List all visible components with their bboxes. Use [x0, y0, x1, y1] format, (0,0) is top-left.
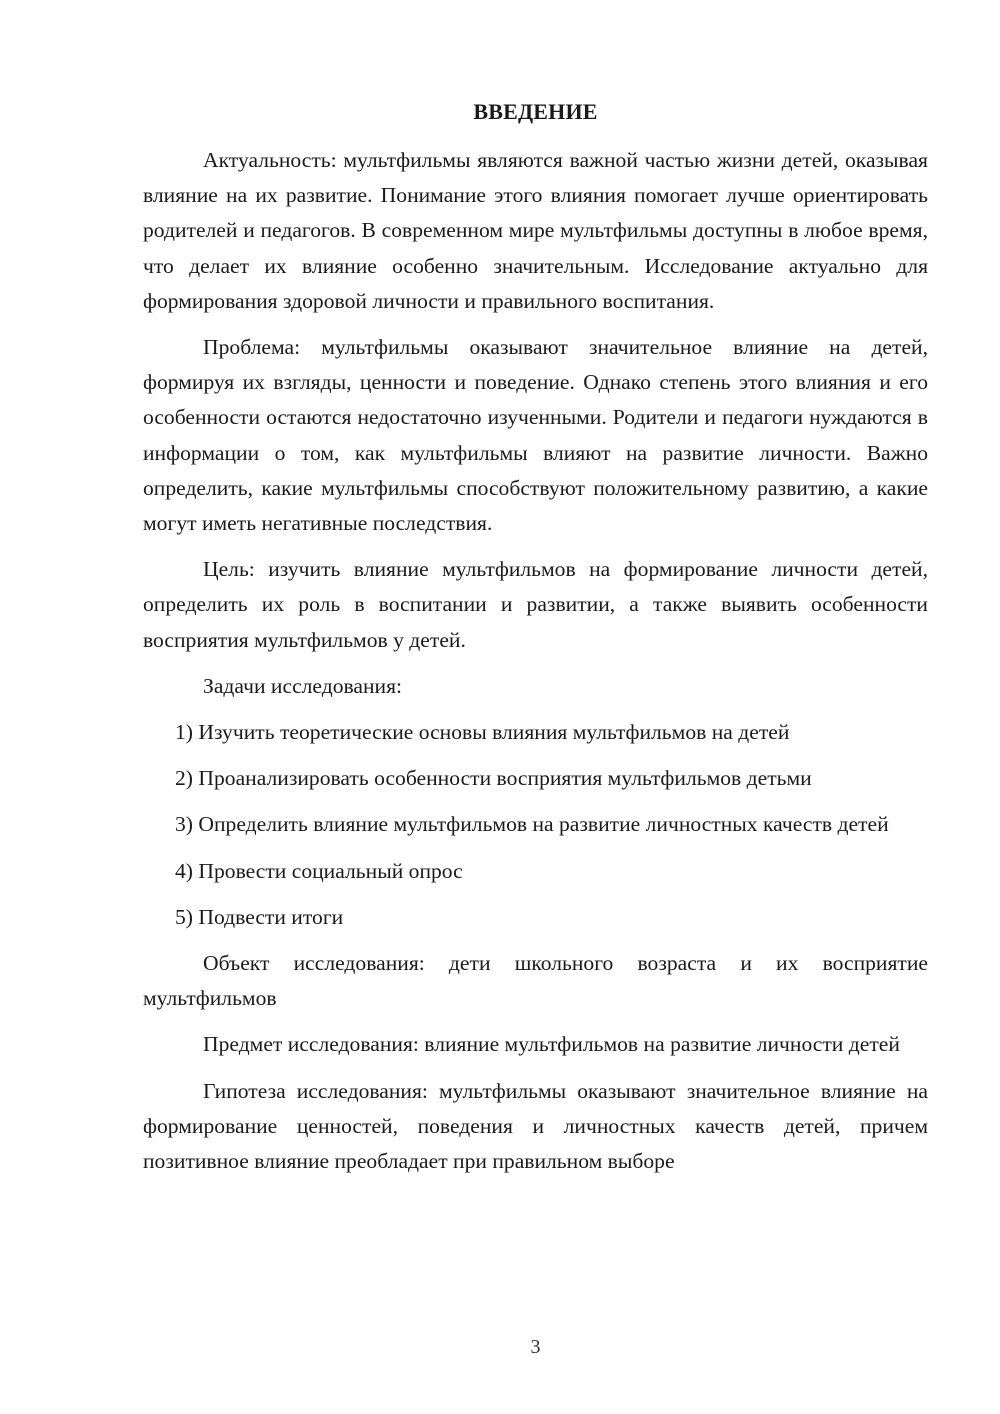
document-page — [143, 0, 928, 1414]
task-item-2: 2) Проанализировать особенности восприятия мультфильмов детьми — [175, 766, 812, 791]
task-item-5: 5) Подвести итоги — [175, 904, 344, 929]
paragraph-relevance: Актуальность: мультфильмы являются важной частью жизни детей, оказывая влияние на их развитие. Понимание этого влияния помогает лучше ориентировать родителей и педагогов. В современном мире мультфильмы доступны в любое время, что делает их влияние особенно значительным. Исследование актуально для формирования здоровой личности и правильного воспитания. — [143, 148, 928, 313]
page-number: 3 — [530, 1336, 541, 1358]
paragraph-subject: Предмет исследования: влияние мультфильмов на развитие личности детей — [203, 1032, 900, 1057]
paragraph-hypothesis: Гипотеза исследования: мультфильмы оказывают значительное влияние на формирование ценностей, поведения и личностных качеств детей, причем позитивное влияние преобладает при правильном выборе — [143, 1078, 928, 1174]
task-item-4: 4) Провести социальный опрос — [175, 858, 463, 883]
paragraph-goal: Цель: изучить влияние мультфильмов на формирование личности детей, определить их роль в воспитании и развитии, а также выявить особенности восприятия мультфильмов у детей. — [143, 557, 928, 652]
section-title: ВВЕДЕНИЕ — [473, 99, 598, 124]
paragraph-problem: Проблема: мультфильмы оказывают значительное влияние на детей, формируя их взгляды, ценности и поведение. Однако степень этого влияния и его особенности остаются недостаточно изученными. Родители и педагоги нуждаются в информации о том, как мультфильмы влияют на развитие личности. Важно определить, какие мультфильмы способствуют положительному развитию, а какие могут иметь негативные последствия. — [143, 335, 928, 536]
task-item-1: 1) Изучить теоретические основы влияния мультфильмов на детей — [175, 720, 790, 745]
paragraph-tasks-heading: Задачи исследования: — [203, 673, 403, 698]
task-item-3: 3) Определить влияние мультфильмов на развитие личностных качеств детей — [175, 812, 889, 837]
paragraph-object: Объект исследования: дети школьного возраста и их восприятие мультфильмов — [143, 951, 928, 1011]
document-body — [143, 143, 928, 1190]
